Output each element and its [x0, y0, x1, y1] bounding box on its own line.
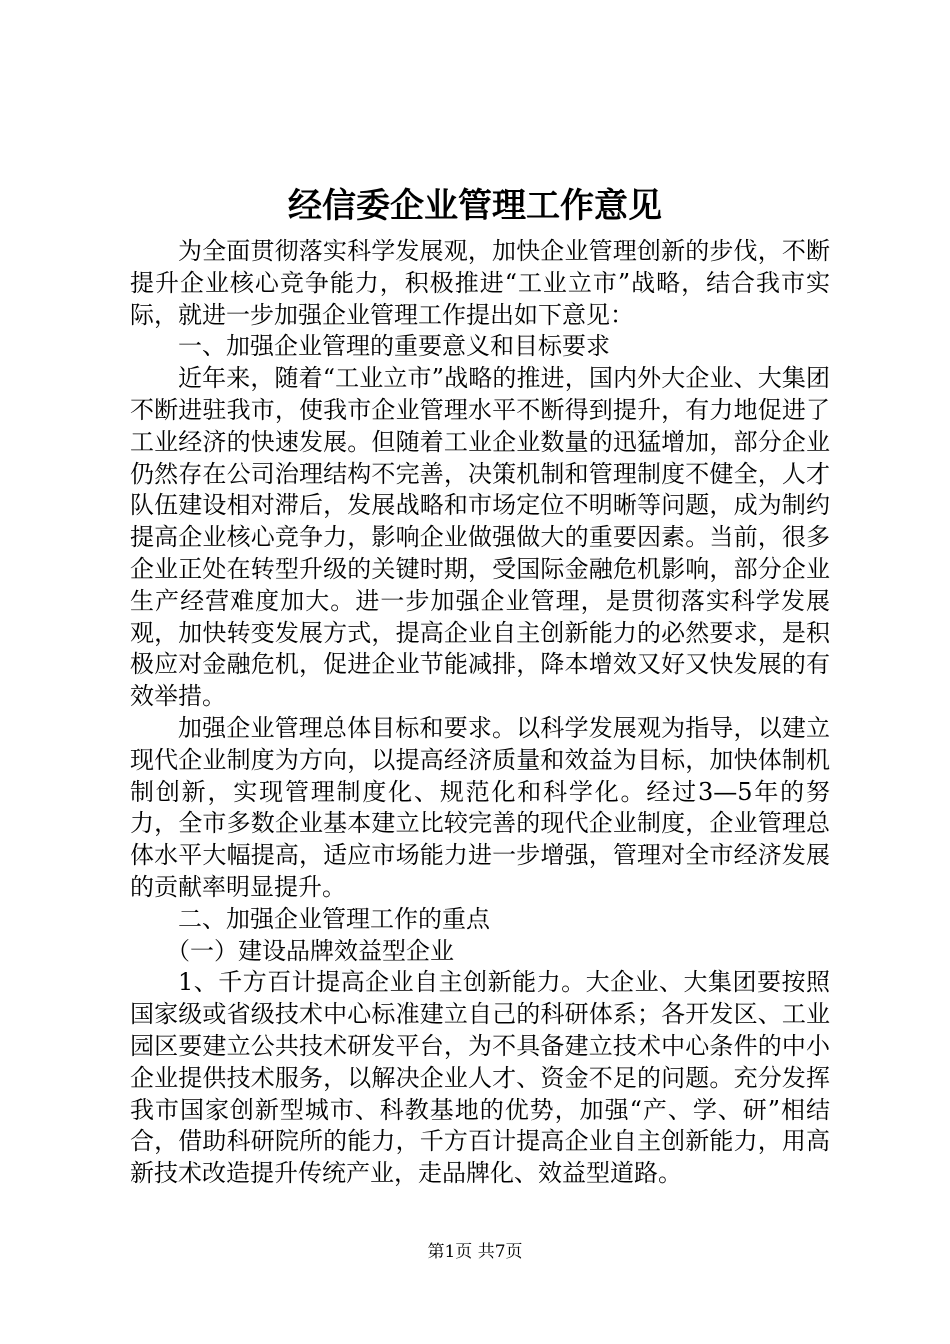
document-title: 经信委企业管理工作意见 [288, 186, 662, 226]
sub-heading-1: （一）建设品牌效益型企业 [166, 936, 454, 965]
paragraph-1: 近年来，随着“工业立市”战略的推进，国内外大企业、大集团不断进驻我市，使我市企业管理水平不断得到提升，有力地促进了工业经济的快速发展。但随着工业企业数量的迅猛增加，部分企业仍然存在公司治理结构不完善，决策机制和管理制度不健全，人才队伍建设相对滞后，发展战略和市场定位不明晰等问题，成为制约提高企业核心竞争力，影响企业做强做大的重要因素。当前，很多企业正处在转型升级的关键时期，受国际金融危机影响，部分企业生产经营难度加大。进一步加强企业管理，是贯彻落实科学发展观，加快转变发展方式，提高企业自主创新能力的必然要求，是积极应对金融危机，促进企业节能减排，降本增效又好又快发展的有效举措。 [130, 364, 830, 711]
section-heading-1: 一、加强企业管理的重要意义和目标要求 [178, 332, 610, 361]
document-body [130, 236, 830, 1190]
intro-paragraph: 为全面贯彻落实科学发展观，加快企业管理创新的步伐，不断提升企业核心竞争能力，积极推进“工业立市”战略，结合我市实际，就进一步加强企业管理工作提出如下意见： [130, 237, 830, 329]
paragraph-3: 1、千方百计提高企业自主创新能力。大企业、大集团要按照国家级或省级技术中心标准建立自己的科研体系；各开发区、工业园区要建立公共技术研发平台，为不具备建立技术中心条件的中小企业提供技术服务，以解决企业人才、资金不足的问题。充分发挥我市国家创新型城市、科教基地的优势，加强“产、学、研”相结合，借助科研院所的能力，千方百计提高企业自主创新能力，用高新技术改造提升传统产业，走品牌化、效益型道路。 [130, 968, 830, 1188]
paragraph-2: 加强企业管理总体目标和要求。以科学发展观为指导，以建立现代企业制度为方向，以提高经济质量和效益为目标，加快体制机制创新，实现管理制度化、规范化和科学化。经过3—5年的努力，全市多数企业基本建立比较完善的现代企业制度，企业管理总体水平大幅提高，适应市场能力进一步增强，管理对全市经济发展的贡献率明显提升。 [130, 713, 830, 901]
page-footer: 第1页 共7页 [427, 1242, 523, 1262]
section-heading-2: 二、加强企业管理工作的重点 [178, 904, 490, 933]
